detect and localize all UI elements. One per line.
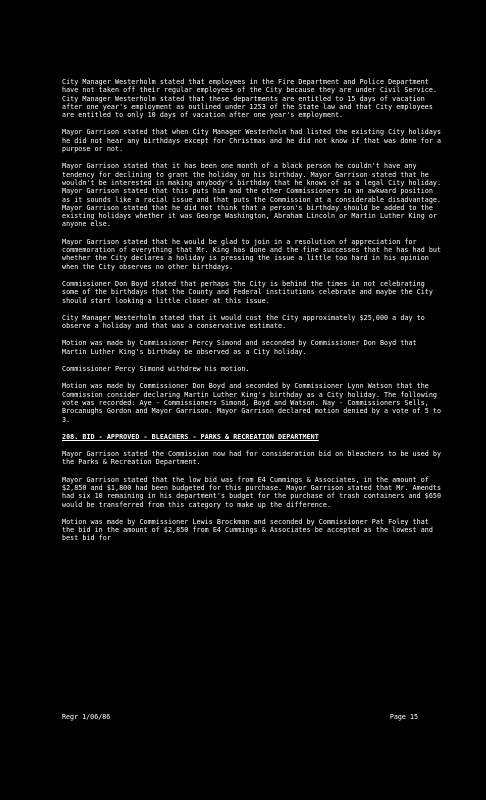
page-number: Page 15 [389,713,418,721]
paragraph: City Manager Westerholm stated that employees in the Fire Department and Police Department have not taken off their regular employees of the City because they are under Civil Service. City Manager Westerholm stated that these departments are entitled to 15 days of vacation after one year's employment as outlined under 1253 of the State law and that City employees are entitled to only 10 days of vacation after one year's employment. [62,78,438,120]
page-footer [62,713,418,721]
paragraph: Motion was made by Commissioner Percy Simond and seconded by Commissioner Don Boyd that Martin Luther King's birthday be observed as a City holiday. [62,339,417,356]
paragraph: City Manager Westerholm stated that it would cost the City approximately $25,000 a day to observe a holiday and that was a conservative estimate. [62,313,425,331]
section-heading: 208. BID - APPROVED - BLEACHERS - PARKS & RECREATION DEPARTMENT [62,432,319,441]
paragraph: Mayor Garrison stated that he would be glad to join in a resolution of appreciation for commemoration of everything that Mr. King has done and the fine successes that he has had but whether the City declares a holiday is pressing the issue a little too hard in his opinion when the City observes no other birthdays. [62,237,442,271]
paragraph: Motion was made by Commissioner Lewis Brockman and seconded by Commissioner Pat Foley that the bid in the amount of $2,850 from E4 Cummings & Associates be accepted as the lowest and best bid for [62,517,433,543]
paragraph: Mayor Garrison stated that it has been one month of a black person he couldn't have any tendency for declining to grant the holiday on his birthday. Mayor Garrison stated that he wouldn't be interested in making anybody's birthday that he knows of as a legal City holiday. Mayor Garrison stated that this puts him and the other Commissioners in an awkward position as it sounds like a racial issue and that puts the Commission at a considerable disadvantage. Mayor Garrison stated that he did not think that a person's birthday should be added to the existing holidays whether it was George Washington, Abraham Lincoln or Martin Luther King or anyone else. [62,162,442,229]
paragraph: Commissioner Don Boyd stated that perhaps the City is behind the times in not celebrating some of the birthdays that the County and Federal institutions celebrate and maybe the City should start looking a little closer at this issue. [62,279,433,305]
paragraph: Commissioner Percy Simond withdrew his motion. [62,365,250,374]
paragraph: Mayor Garrison stated that when City Manager Westerholm had listed the existing City holidays he did not hear any birthdays except for Christmas and he did not know if that was done for a purpose or not. [62,128,442,154]
paragraph: Mayor Garrison stated the Commission now had for consideration bid on bleachers to be used by the Parks & Recreation Department. [62,450,442,467]
document-body [62,78,445,552]
paragraph: Mayor Garrison stated that the low bid was from E4 Cummings & Associates, in the amount of $2,850 and $1,800 had been budgeted for this purchase. Mayor Garrison stated that Mr. Amendts had six 10 remaining in his department's budget for the purchase of trash containers and $650 would be transferred from this category to make up the difference. [62,475,442,509]
paragraph: Motion was made by Commissioner Don Boyd and seconded by Commissioner Lynn Watson that the Commission consider declaring Martin Luther King's birthday as a City holiday. The following vote was recorded: Aye - Commissioners Simond, Boyd and Watson. Nay - Commissioners Sells, Brocanughs Gordon and Mayor Garrison. Mayor Garrison declared motion denied by a vote of 5 to 3. [62,382,442,424]
footer-date: Regr 1/06/86 [62,713,111,721]
